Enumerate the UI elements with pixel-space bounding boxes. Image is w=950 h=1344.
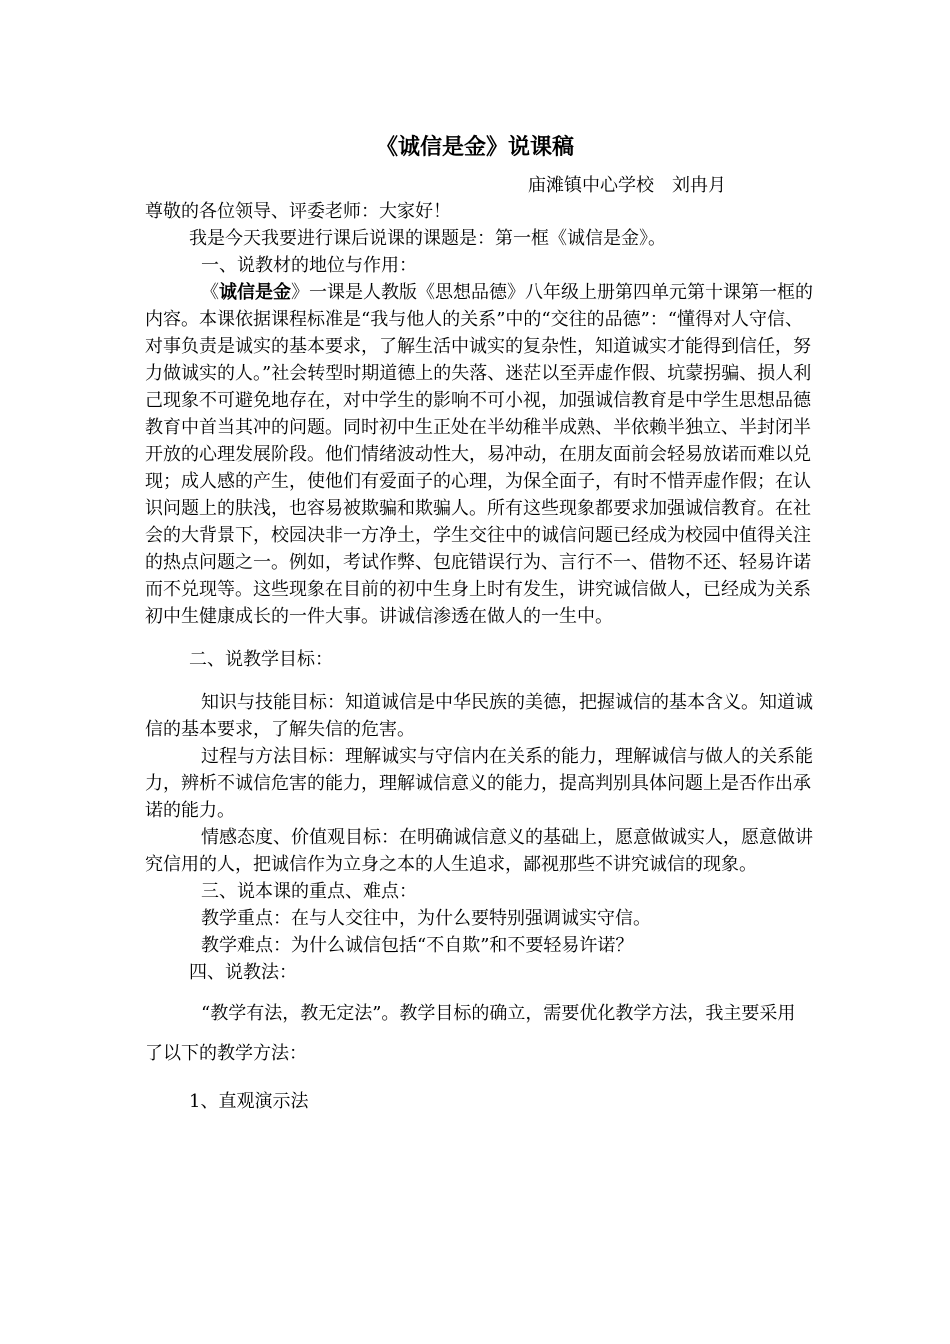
intro-paragraph: 我是今天我要进行课后说课的课题是：第一框《诚信是金》。 — [189, 228, 666, 249]
document-title: 《诚信是金》说课稿 — [375, 135, 574, 160]
greeting: 尊敬的各位领导、评委老师：大家好！ — [145, 201, 451, 222]
section2-heading: 二、说教学目标： — [189, 649, 333, 670]
section1-bold-term: 诚信是金 — [219, 282, 291, 303]
goal-emotion: 情感态度、价值观目标：在明确诚信意义的基础上，愿意做诚实人，愿意做讲究信用的人，把诚信作为立身之本的人生追求，鄙视那些不讲究诚信的现象。 — [145, 827, 813, 875]
document-body — [145, 198, 813, 1115]
section1-paragraph — [145, 279, 813, 630]
difficult-point: 教学难点：为什么诚信包括“不自欺”和不要轻易许诺？ — [201, 935, 634, 956]
section1-body: 》一课是人教版《思想品德》八年级上册第四单元第十课第一框的内容。本课依据课程标准是“我与他人的关系”中的“交往的品德”：“懂得对人守信、对事负责是诚实的基本要求，了解生活中诚实的复杂性，知道诚实才能得到信任，努力做诚实的人。”社会转型时期道德上的失落、迷茫以至弄虚作假、坑蒙拐骗、损人利己现象不可避免地存在，对中学生的影响不可小视，加强诚信教育是中学生思想品德教育中首当其冲的问题。同时初中生正处在半幼稚半成熟、半依赖半独立、半封闭半开放的心理发展阶段。他们情绪波动性大，易冲动，在朋友面前会轻易放诺而难以兑现；成人感的产生，使他们有爱面子的心理，为保全面子，有时不惜弄虚作假；在认识问题上的肤浅，也容易被欺骗和欺骗人。所有这些现象都要求加强诚信教育。在社会的大背景下，校园决非一方净土，学生交往中的诚信问题已经成为校园中值得关注的热点问题之一。例如，考试作弊、包庇错误行为、言行不一、借物不还、轻易许诺而不兑现等。这些现象在目前的初中生身上时有发生，讲究诚信做人，已经成为关系初中生健康成长的一件大事。讲诚信渗透在做人的一生中。 — [145, 282, 813, 627]
goal-process: 过程与方法目标：理解诚实与守信内在关系的能力，理解诚信与做人的关系能力，辨析不诚信危害的能力，理解诚信意义的能力，提高判别具体问题上是否作出承诺的能力。 — [145, 746, 813, 821]
section3-heading: 三、说本课的重点、难点： — [201, 881, 417, 902]
method-intro: “教学有法，教无定法”。教学目标的确立，需要优化教学方法，我主要采用了以下的教学方法： — [145, 1003, 796, 1064]
section4-heading: 四、说教法： — [189, 962, 297, 983]
section1-heading: 一、说教材的地位与作用： — [201, 255, 417, 276]
section1-open-quote: 《 — [201, 282, 219, 303]
author-line: 庙滩镇中心学校 刘冉月 — [528, 175, 726, 196]
key-point: 教学重点：在与人交往中，为什么要特别强调诚实守信。 — [201, 908, 651, 929]
method-1: 1、直观演示法 — [189, 1091, 309, 1112]
goal-knowledge: 知识与技能目标：知道诚信是中华民族的美德，把握诚信的基本含义。知道诚信的基本要求，了解失信的危害。 — [145, 692, 813, 740]
